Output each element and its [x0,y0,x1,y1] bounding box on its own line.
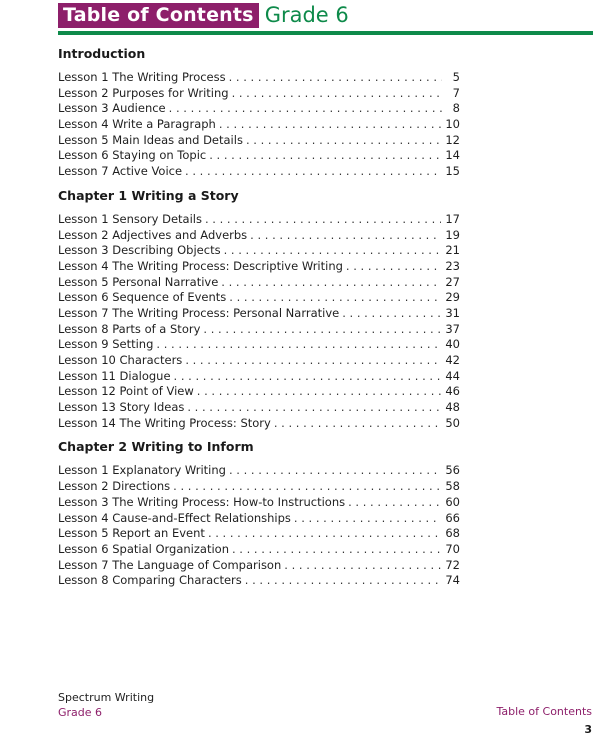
lesson-title: Lesson 14 The Writing Process: Story [58,415,271,430]
dot-leader [229,290,441,306]
toc-entry [58,573,460,589]
lesson-page-number: 48 [445,400,460,415]
toc-entry [58,558,460,574]
dot-leader [245,573,442,589]
toc-entry [58,369,460,385]
lesson-title: Lesson 4 The Writing Process: Descriptive Writing [58,258,343,273]
lesson-title: Lesson 12 Point of View [58,384,194,399]
toc-entry [58,400,460,416]
toc-entry [58,542,460,558]
lesson-page-number: 46 [445,384,460,399]
toc-entry [58,479,460,495]
dot-leader [173,479,441,495]
lesson-title: Lesson 6 Spatial Organization [58,541,229,556]
header-divider [58,31,593,35]
toc-entry [58,384,460,400]
lesson-title: Lesson 4 Cause-and-Effect Relationships [58,510,291,525]
lesson-page-number: 70 [445,541,460,556]
lesson-title: Lesson 6 Sequence of Events [58,290,227,305]
lesson-title: Lesson 11 Dialogue [58,368,171,383]
dot-leader [229,70,442,86]
dot-leader [174,369,442,385]
dot-leader [284,558,441,574]
lesson-page-number: 37 [445,321,460,336]
lesson-title: Lesson 10 Characters [58,353,183,367]
page-title: Table of Contents [58,3,259,28]
toc-entry [58,86,460,102]
dot-leader [232,542,441,558]
lesson-page-number: 40 [445,337,460,352]
lesson-title: Lesson 2 Adjectives and Adverbs [58,227,248,242]
toc-entry [58,243,460,259]
dot-leader [185,353,441,369]
lesson-title: Lesson 5 Main Ideas and Details [58,132,243,147]
toc-entry [58,511,460,527]
lesson-page-number: 7 [452,85,460,100]
table-of-contents [58,44,460,595]
toc-entry [58,306,460,322]
lesson-title: Lesson 7 The Writing Process: Personal Narrative [58,305,340,320]
dot-leader [229,463,441,479]
lesson-title: Lesson 3 The Writing Process: How-to Instructions [58,494,346,509]
toc-entry [58,463,460,479]
dot-leader [224,243,442,259]
toc-entry [58,259,460,275]
toc-entry [58,101,460,117]
lesson-page-number: 12 [445,132,460,147]
dot-leader [246,133,441,149]
toc-section [58,437,460,589]
lesson-title: Lesson 4 Write a Paragraph [58,117,216,132]
lesson-page-number: 72 [445,557,460,572]
toc-section [58,44,460,180]
page-header [58,2,349,28]
toc-entry [58,275,460,291]
lesson-page-number: 10 [445,117,460,132]
footer-grade: Grade 6 [58,706,103,719]
grade-title: Grade 6 [264,3,349,27]
dot-leader [342,306,441,322]
lesson-page-number: 14 [445,148,460,163]
lesson-page-number: 31 [445,305,460,320]
dot-leader [250,228,441,244]
footer-left [58,690,154,720]
toc-section [58,186,460,432]
lesson-page-number: 21 [445,243,460,258]
toc-entry [58,526,460,542]
section-heading: Chapter 2 Writing to Inform [58,439,254,455]
toc-entry [58,337,460,353]
dot-leader [169,101,442,117]
section-heading: Chapter 1 Writing a Story [58,187,239,203]
toc-entry [58,353,460,369]
lesson-title: Lesson 3 Audience [58,101,166,116]
page-number: 3 [584,723,592,736]
toc-entry [58,228,460,244]
dot-leader [185,164,441,180]
lesson-page-number: 56 [445,463,460,478]
lesson-page-number: 5 [452,70,460,84]
dot-leader [348,495,441,511]
lesson-title: Lesson 5 Personal Narrative [58,274,219,289]
toc-entry [58,133,460,149]
toc-entry [58,290,460,306]
toc-entry [58,117,460,133]
lesson-page-number: 15 [445,164,460,179]
lesson-page-number: 42 [445,353,460,367]
dot-leader [205,212,441,228]
lesson-title: Lesson 6 Staying on Topic [58,148,207,163]
lesson-title: Lesson 8 Comparing Characters [58,573,242,588]
toc-entry [58,164,460,180]
lesson-page-number: 17 [445,211,460,226]
lesson-title: Lesson 13 Story Ideas [58,400,185,415]
lesson-title: Lesson 7 Active Voice [58,164,183,179]
toc-entry [58,212,460,228]
lesson-page-number: 23 [445,258,460,273]
lesson-title: Lesson 2 Purposes for Writing [58,85,229,100]
footer-book-title: Spectrum Writing [58,691,155,704]
dot-leader [232,86,442,102]
footer-section-name: Table of Contents [496,705,592,718]
dot-leader [221,275,441,291]
dot-leader [208,526,441,542]
toc-entry [58,416,460,432]
lesson-title: Lesson 8 Parts of a Story [58,321,201,336]
dot-leader [346,259,441,275]
lesson-page-number: 68 [445,526,460,541]
dot-leader [156,337,441,353]
dot-leader [187,400,441,416]
dot-leader [294,511,441,527]
lesson-title: Lesson 9 Setting [58,337,154,352]
dot-leader [274,416,442,432]
lesson-page-number: 27 [445,274,460,289]
lesson-title: Lesson 1 Explanatory Writing [58,463,226,478]
lesson-page-number: 74 [445,573,460,588]
toc-entry [58,148,460,164]
lesson-page-number: 8 [452,101,460,116]
dot-leader [197,384,442,400]
lesson-title: Lesson 1 Sensory Details [58,211,202,226]
toc-entry [58,70,460,86]
toc-entry [58,322,460,338]
lesson-title: Lesson 3 Describing Objects [58,243,221,258]
dot-leader [209,148,441,164]
dot-leader [219,117,442,133]
lesson-page-number: 66 [445,510,460,525]
lesson-page-number: 44 [445,368,460,383]
lesson-title: Lesson 1 The Writing Process [58,70,226,84]
footer-right [496,704,592,737]
lesson-page-number: 60 [445,494,460,509]
dot-leader [203,322,441,338]
lesson-title: Lesson 2 Directions [58,479,171,494]
lesson-page-number: 58 [445,479,460,494]
lesson-page-number: 50 [445,415,460,430]
lesson-title: Lesson 5 Report an Event [58,526,205,541]
toc-entry [58,495,460,511]
lesson-title: Lesson 7 The Language of Comparison [58,557,282,572]
lesson-page-number: 29 [445,290,460,305]
lesson-page-number: 19 [445,227,460,242]
section-heading: Introduction [58,46,146,61]
